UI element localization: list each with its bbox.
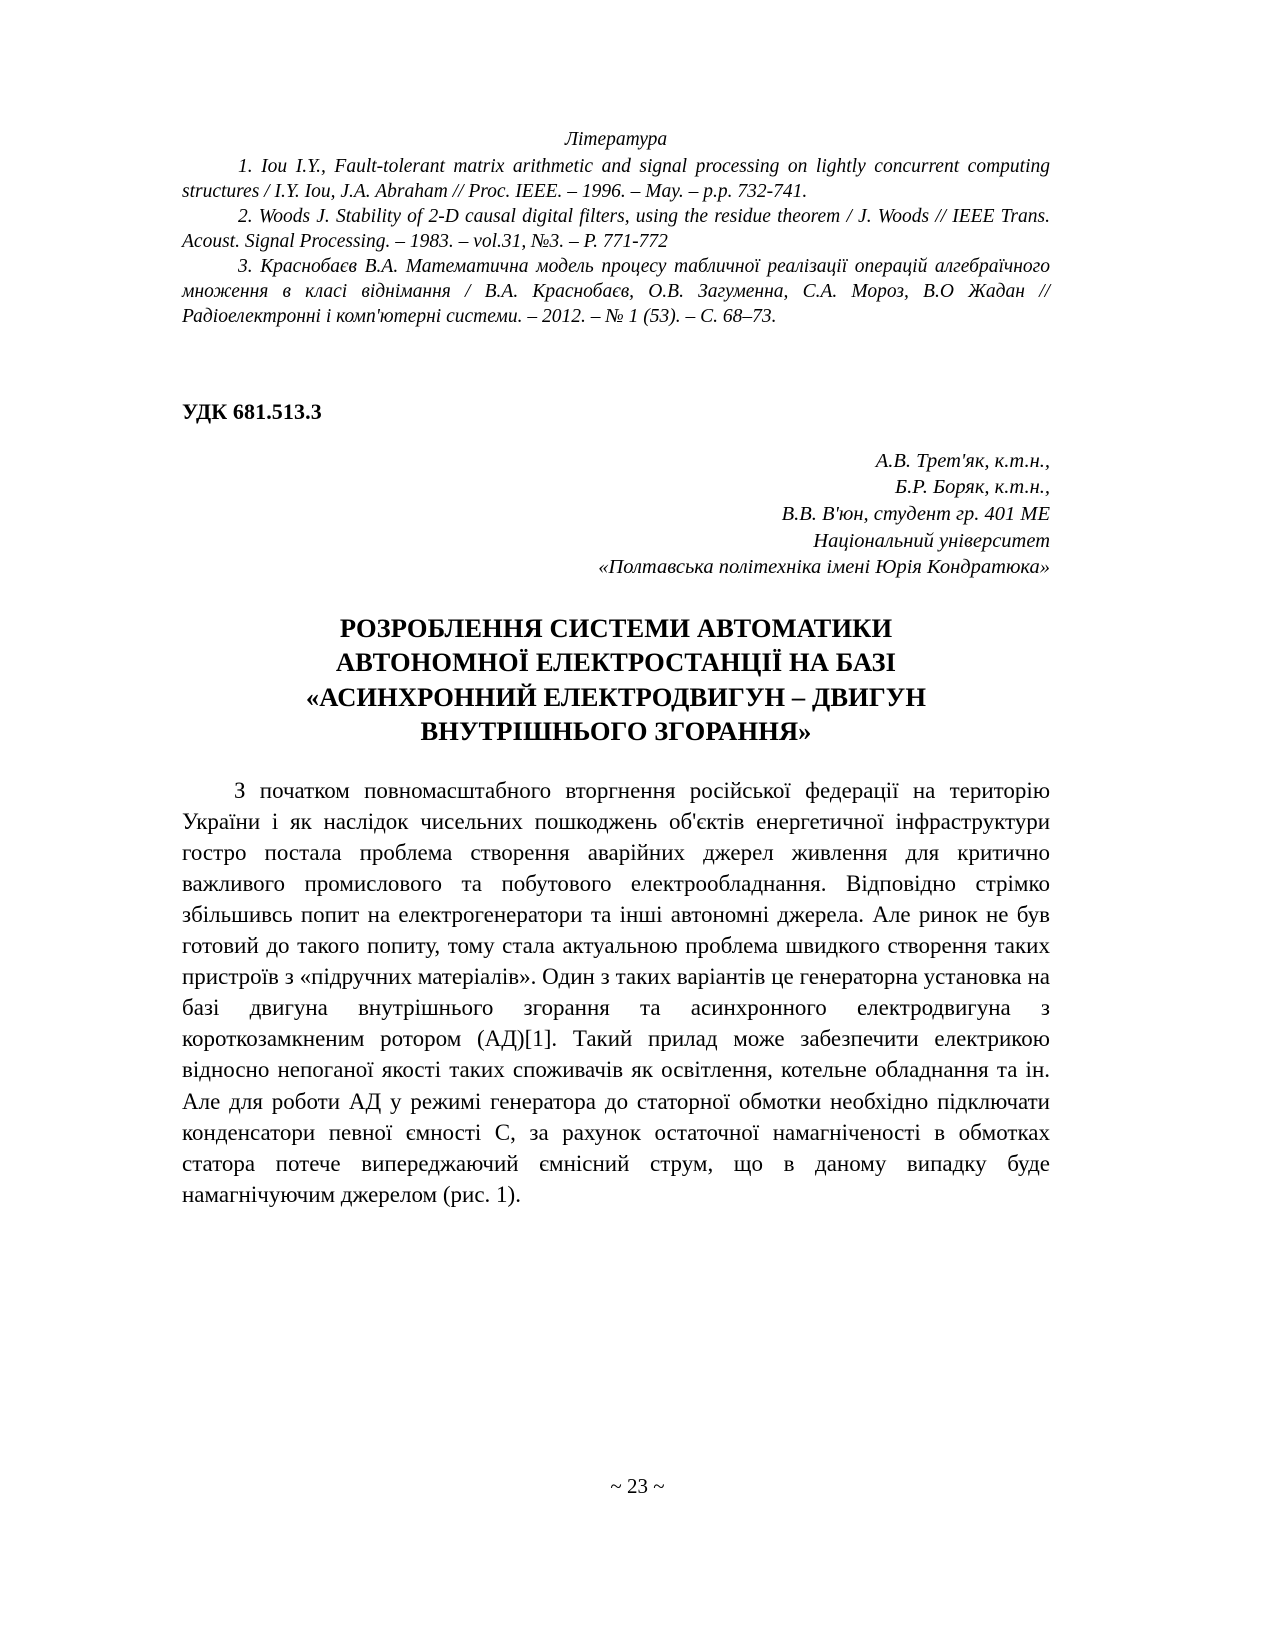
author-line-2: Б.Р. Боряк, к.т.н.,: [895, 476, 1050, 499]
page-content: [182, 128, 1050, 1210]
article-title: [182, 611, 1050, 749]
author-line-1: А.В. Трет'як, к.т.н.,: [875, 449, 1050, 472]
references-heading: Література: [564, 129, 668, 150]
authors-block: [182, 448, 1050, 581]
reference-item-3: 3. Краснобаєв В.А. Математична модель процесу табличної реалізації операцій алгебраїчного множення в класі віднімання / В.А. Краснобаєв, О.В. Загуменна, С.А. Мороз, В.О Жадан // Радіоелектронні і комп'ютерні системи. – 2012. – № 1 (53). – С. 68–73.: [182, 256, 1050, 328]
author-line-3: В.В. В'юн, студент гр. 401 МЕ: [781, 502, 1050, 525]
affiliation-line-1: Національний університет: [813, 529, 1050, 552]
title-line-1: РОЗРОБЛЕННЯ СИСТЕМИ АВТОМАТИКИ: [339, 612, 893, 643]
reference-item-1: 1. Iou I.Y., Fault-tolerant matrix arithmetic and signal processing on lightly concurrent computing structures / I.Y. Iou, J.A. Abraham // Proc. IEEE. – 1996. – May. – p.p. 732-741.: [182, 155, 1050, 202]
section-spacer: [182, 329, 1050, 399]
references-section: [182, 128, 1050, 329]
affiliation-line-2: «Полтавська політехніка імені Юрія Кондратюка»: [598, 556, 1050, 579]
reference-item-2: 2. Woods J. Stability of 2-D causal digital filters, using the residue theorem / J. Woods // IEEE Trans. Acoust. Signal Processing. – 1983. – vol.31, №3. – P. 771-772: [182, 206, 1050, 253]
title-line-3: «АСИНХРОННИЙ ЕЛЕКТРОДВИГУН – ДВИГУН: [305, 681, 927, 712]
article-body: [182, 775, 1050, 1210]
body-paragraph-1: З початком повномасштабного вторгнення російської федерації на територію України і як наслідок чисельних пошкоджень об'єктів енергетичної інфраструктури гостро постала проблема створення аварійних джерел живлення для критично важливого промислового та побутового електрообладнання. Відповідно стрімко збільшивсь попит на електрогенератори та інші автономні джерела. Але ринок не був готовий до такого попиту, тому стала актуальною проблема швидкого створення таких пристроїв з «підручних матеріалів». Один з таких варіантів це генераторна установка на базі двигуна внутрішнього згорання та асинхронного електродвигуна з короткозамкненим ротором (АД)[1]. Такий прилад може забезпечити електрикою відносно непоганої якості таких споживачів як освітлення, котельне обладнання та ін. Але для роботи АД у режимі генератора до статорної обмотки необхідно підключати конденсатори певної ємності С, за рахунок остаточної намагніченості в обмотках статора потече випереджаючий ємнісний струм, що в даному випадку буде намагнічуючим джерелом (рис. 1).: [182, 777, 1050, 1207]
page-number: ~ 23 ~: [610, 1474, 665, 1498]
title-line-4: ВНУТРІШНЬОГО ЗГОРАННЯ»: [420, 716, 812, 747]
title-line-2: АВТОНОМНОЇ ЕЛЕКТРОСТАНЦІЇ НА БАЗІ: [335, 647, 897, 678]
udk-code: УДК 681.513.3: [182, 399, 322, 425]
